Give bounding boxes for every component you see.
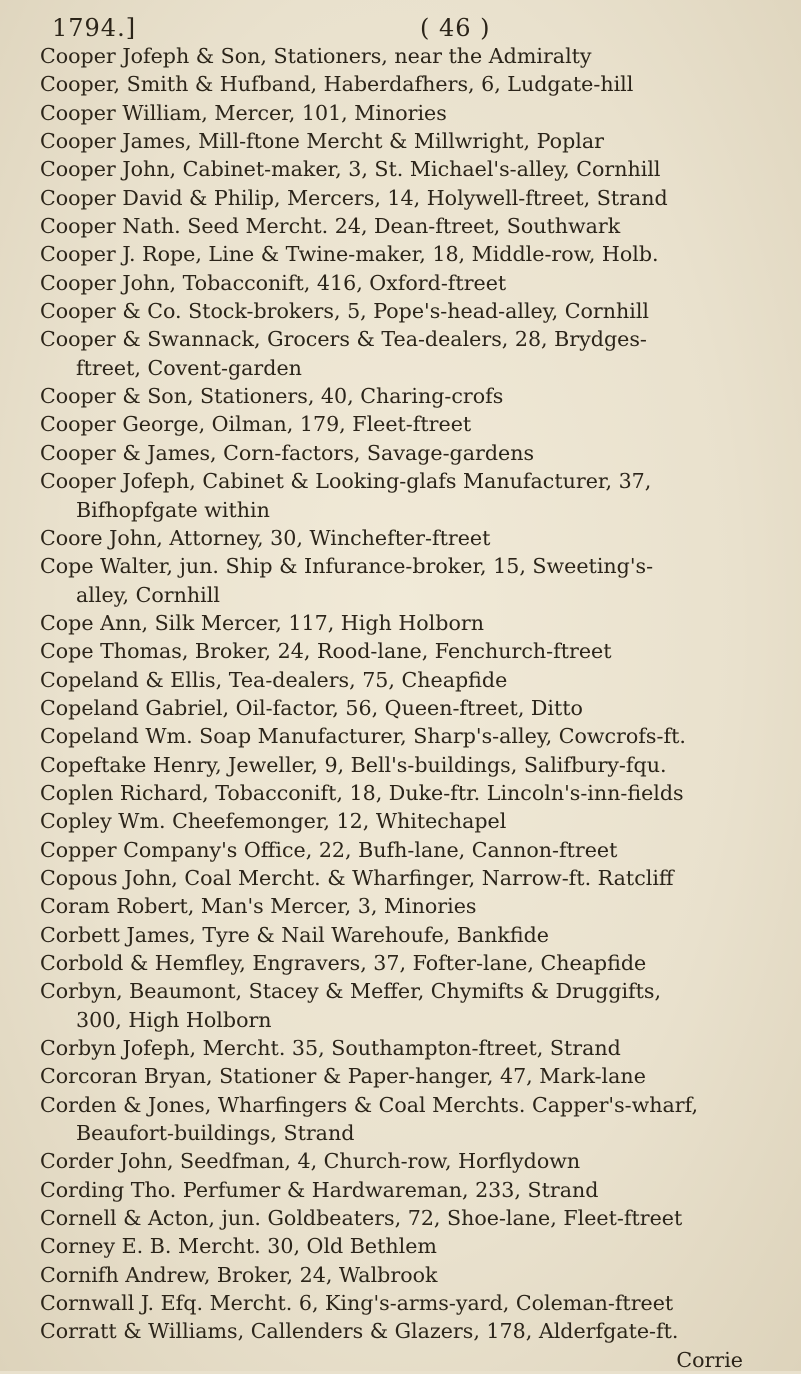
page-number: ( 46 ) [420, 14, 491, 42]
directory-entry: Cooper Nath. Seed Mercht. 24, Dean-ftreet, Southwark [40, 214, 621, 239]
directory-entry: Corden & Jones, Wharfingers & Coal Merchts. Capper's-wharf, [40, 1092, 699, 1117]
directory-entry: Cooper James, Mill-ftone Mercht & Millwright, Poplar [40, 129, 604, 154]
directory-entry: Cooper George, Oilman, 179, Fleet-ftreet [40, 412, 472, 437]
directory-entry: alley, Cornhill [76, 582, 220, 607]
directory-entry: Cornell & Acton, jun. Goldbeaters, 72, Shoe-lane, Fleet-ftreet [40, 1206, 683, 1231]
directory-entry: Corratt & Williams, Callenders & Glazers, 178, Alderfgate-ft. [40, 1319, 679, 1344]
directory-entry: Cooper John, Cabinet-maker, 3, St. Michael's-alley, Cornhill [40, 157, 661, 182]
directory-entry: Corbett James, Tyre & Nail Warehoufe, Bankfide [40, 922, 549, 947]
directory-entry: Coplen Richard, Tobacconift, 18, Duke-ftr. Lincoln's-inn-fields [40, 780, 684, 805]
directory-entry: Copley Wm. Cheefemonger, 12, Whitechapel [40, 809, 507, 834]
directory-entry: Cooper David & Philip, Mercers, 14, Holywell-ftreet, Strand [40, 185, 668, 210]
directory-entry: Cope Ann, Silk Mercer, 117, High Holborn [40, 610, 484, 635]
directory-entry: Copous John, Coal Mercht. & Wharfinger, Narrow-ft. Ratcliff [40, 865, 674, 890]
directory-entry: Cooper & Co. Stock-brokers, 5, Pope's-head-alley, Cornhill [40, 299, 650, 324]
directory-entry: Corbyn, Beaumont, Stacey & Meffer, Chymifts & Druggifts, [40, 979, 662, 1004]
directory-entry: Beaufort-buildings, Strand [76, 1121, 355, 1146]
directory-entry: Copeland Wm. Soap Manufacturer, Sharp's-alley, Cowcrofs-ft. [40, 724, 686, 749]
page-header [52, 10, 761, 42]
directory-entry: Copeland Gabriel, Oil-factor, 56, Queen-ftreet, Ditto [40, 695, 583, 720]
directory-entry: Cording Tho. Perfumer & Hardwareman, 233, Strand [40, 1177, 599, 1202]
directory-entry: Cooper William, Mercer, 101, Minories [40, 100, 447, 125]
directory-entry: Corrie [676, 1347, 743, 1372]
directory-entry: Corbold & Hemfley, Engravers, 37, Fofter-lane, Cheapfide [40, 951, 647, 975]
directory-entry: Cooper J. Rope, Line & Twine-maker, 18, Middle-row, Holb. [40, 242, 659, 267]
directory-entry: Cope Thomas, Broker, 24, Rood-lane, Fenchurch-ftreet [40, 639, 612, 664]
directory-entries [40, 42, 783, 1374]
directory-entry: Corney E. B. Mercht. 30, Old Bethlem [40, 1234, 437, 1259]
directory-entry: Cooper, Smith & Hufband, Haberdafhers, 6, Ludgate-hill [40, 72, 634, 97]
directory-entry: Copeftake Henry, Jeweller, 9, Bell's-buildings, Salifbury-fqu. [40, 752, 667, 777]
directory-entry: Cornwall J. Efq. Mercht. 6, King's-arms-yard, Coleman-ftreet [40, 1291, 674, 1316]
directory-entry: Bifhopfgate within [76, 497, 270, 522]
directory-entry: Corder John, Seedfman, 4, Church-row, Horflydown [40, 1149, 581, 1174]
directory-entry: Cooper John, Tobacconift, 416, Oxford-ftreet [40, 270, 507, 295]
directory-entry: Cope Walter, jun. Ship & Infurance-broker, 15, Sweeting's- [40, 554, 654, 579]
directory-entry: Corbyn Jofeph, Mercht. 35, Southampton-ftreet, Strand [40, 1036, 621, 1061]
directory-entry: Cooper & Son, Stationers, 40, Charing-crofs [40, 384, 504, 409]
directory-entry: Cornifh Andrew, Broker, 24, Walbrook [40, 1262, 438, 1287]
directory-entry: Copper Company's Office, 22, Bufh-lane, Cannon-ftreet [40, 837, 618, 862]
directory-entry: Coore John, Attorney, 30, Winchefter-ftreet [40, 525, 491, 550]
directory-entry: Coram Robert, Man's Mercer, 3, Minories [40, 894, 477, 919]
directory-entry: Corcoran Bryan, Stationer & Paper-hanger, 47, Mark-lane [40, 1064, 646, 1089]
directory-entry: Cooper & Swannack, Grocers & Tea-dealers, 28, Brydges- [40, 327, 647, 352]
directory-entry: 300, High Holborn [76, 1007, 272, 1032]
directory-entry: ftreet, Covent-garden [76, 355, 302, 380]
page-year: 1794.] [52, 14, 137, 42]
directory-entry: Cooper Jofeph, Cabinet & Looking-glafs Manufacturer, 37, [40, 469, 652, 494]
directory-entry: Copeland & Ellis, Tea-dealers, 75, Cheapfide [40, 667, 508, 692]
directory-entry: Cooper Jofeph & Son, Stationers, near the Admiralty [40, 44, 592, 68]
directory-entry: Cooper & James, Corn-factors, Savage-gardens [40, 440, 535, 465]
